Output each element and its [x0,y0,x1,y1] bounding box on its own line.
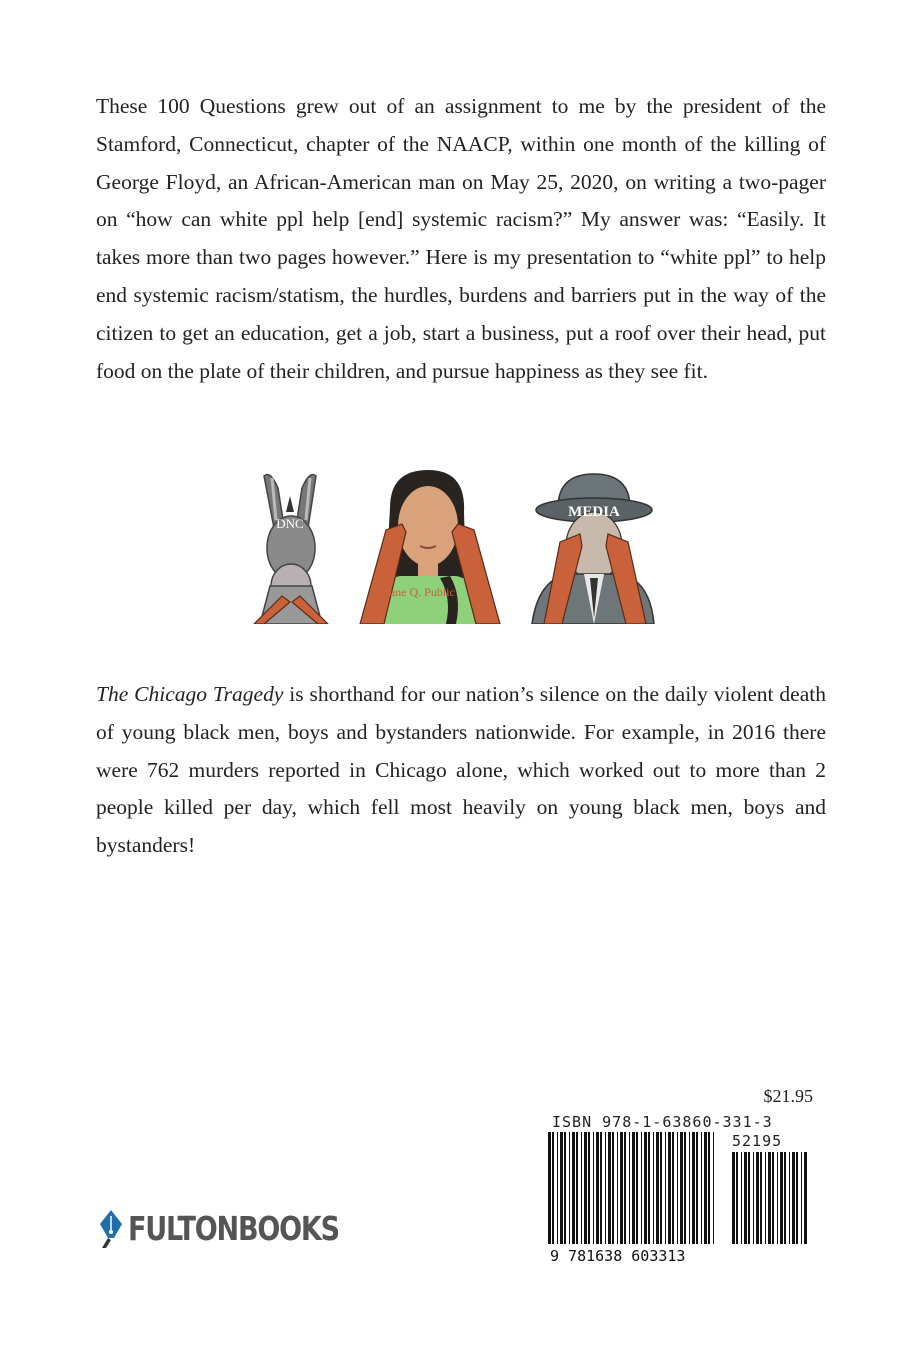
jane-q-public-illustration [340,468,510,624]
media-label: MEDIA [568,504,620,520]
price: $21.95 [763,1086,813,1106]
fountain-pen-icon [98,1208,124,1248]
chicago-tragedy-paragraph [96,676,826,865]
chicago-tragedy-title: The Chicago Tragedy [96,682,284,706]
isbn-barcode [548,1132,810,1264]
jane-label: Jane Q. Public [385,585,455,599]
chicago-tragedy-body: is shorthand for our nation’s silence on the daily violent death of young black men, boys and bystanders nationwide. For example, in 2016 there were 762 murders reported in Chicago alone, which worked out to more than 2 people killed per day, which fell most heavily on young black men, boys and bystanders! [96,682,826,858]
isbn: ISBN 978-1-63860-331-3 [552,1113,773,1131]
dnc-donkey-illustration [250,468,332,624]
barcode-addon-number: 52195 [732,1132,783,1150]
publisher-logo [98,1208,385,1248]
description-paragraph: These 100 Questions grew out of an assignment to me by the president of the Stamford, Connecticut, chapter of the NAACP, within one month of the killing of George Floyd, an African-American man on May 25, 2020, on writing a two-pager on “how can white ppl help [end] systemic racism?” My answer was: “Easily. It takes more than two pages however.” Here is my presentation to “white ppl” to help end systemic racism/statism, the hurdles, burdens and barriers put in the way of the citizen to get an education, get a job, start a business, put a roof over their head, put food on the plate of their children, and pursue happiness as they see fit. [96,94,826,383]
barcode-number: 9 781638 603313 [550,1247,686,1264]
barcode-bars-main [548,1132,714,1244]
publisher-name: FULTONBOOKS [128,1208,339,1248]
dnc-label: DNC [276,516,304,531]
barcode-bars-addon [732,1152,807,1244]
media-illustration [528,468,658,624]
